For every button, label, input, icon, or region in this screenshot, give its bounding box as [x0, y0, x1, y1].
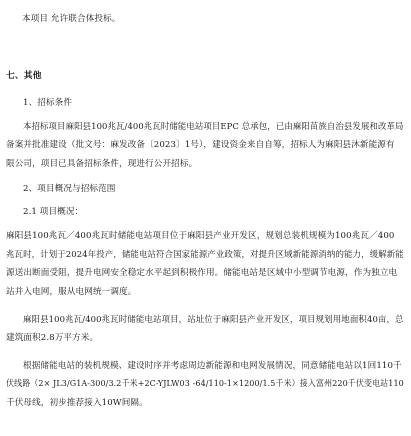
paragraph-line: 建筑面积2.8万平方米。 [6, 333, 99, 343]
paragraph-line: 限公司，项目已具备招标条件，现进行公开招标。 [6, 159, 198, 169]
subsection-heading-overview: 2、项目概况与招标范围 [23, 184, 116, 194]
paragraph-line: 千伏母线，初步推荐接入10W间隔。 [6, 398, 148, 408]
paragraph-line: 伏线路（2× JL3/G1A-300/3.2千米+2C-YJLW03 -64/110-1×1200/1.5千米）接入富州220千伏变电站110 [6, 379, 404, 389]
paragraph-line: 备案并批准建设（批文号：麻发改备〔2023〕1号），建设资金来自自筹，招标人为麻阳县沐新能源有 [6, 140, 395, 150]
paragraph-line: 麻阳县100兆瓦／400兆瓦时储能电站项目位于麻阳县产业开发区，规划总装机规模为100兆瓦／400 [6, 231, 395, 241]
subsection-heading-project-overview: 2.1 项目概况： [23, 207, 84, 217]
intro-line: 本项目 允许联合体投标。 [22, 14, 121, 24]
paragraph-line: 站并入电网，服从电网统一调度。 [6, 287, 137, 297]
paragraph-line: 源送出断面受阻，提升电网安全稳定水平起到积极作用。储能电站是区域中小型调节电源，作为独立电 [6, 268, 398, 278]
subsection-heading-bidding-conditions: 1、招标条件 [23, 98, 73, 108]
paragraph-line: 本招标项目麻阳县100兆瓦/400兆瓦时储能电站项目EPC 总承包，已由麻阳苗族自治县发展和改革局 [23, 122, 404, 132]
paragraph-line: 根据储能电站的装机规模、建设时序并考虑周边新能源和电网发展情况，同意储能电站以1回110千 [23, 361, 402, 371]
paragraph-line: 麻阳县100兆瓦/400兆瓦时储能电站项目，站址位于麻阳县产业开发区，项目规划用地面积40亩，总 [23, 315, 404, 325]
paragraph-line: 兆瓦时，计划于2024年投产，储能电站符合国家能源产业政策，对提升区域新能源消纳的能力，缓解新能 [6, 250, 404, 260]
section-heading: 七、其他 [6, 71, 42, 81]
